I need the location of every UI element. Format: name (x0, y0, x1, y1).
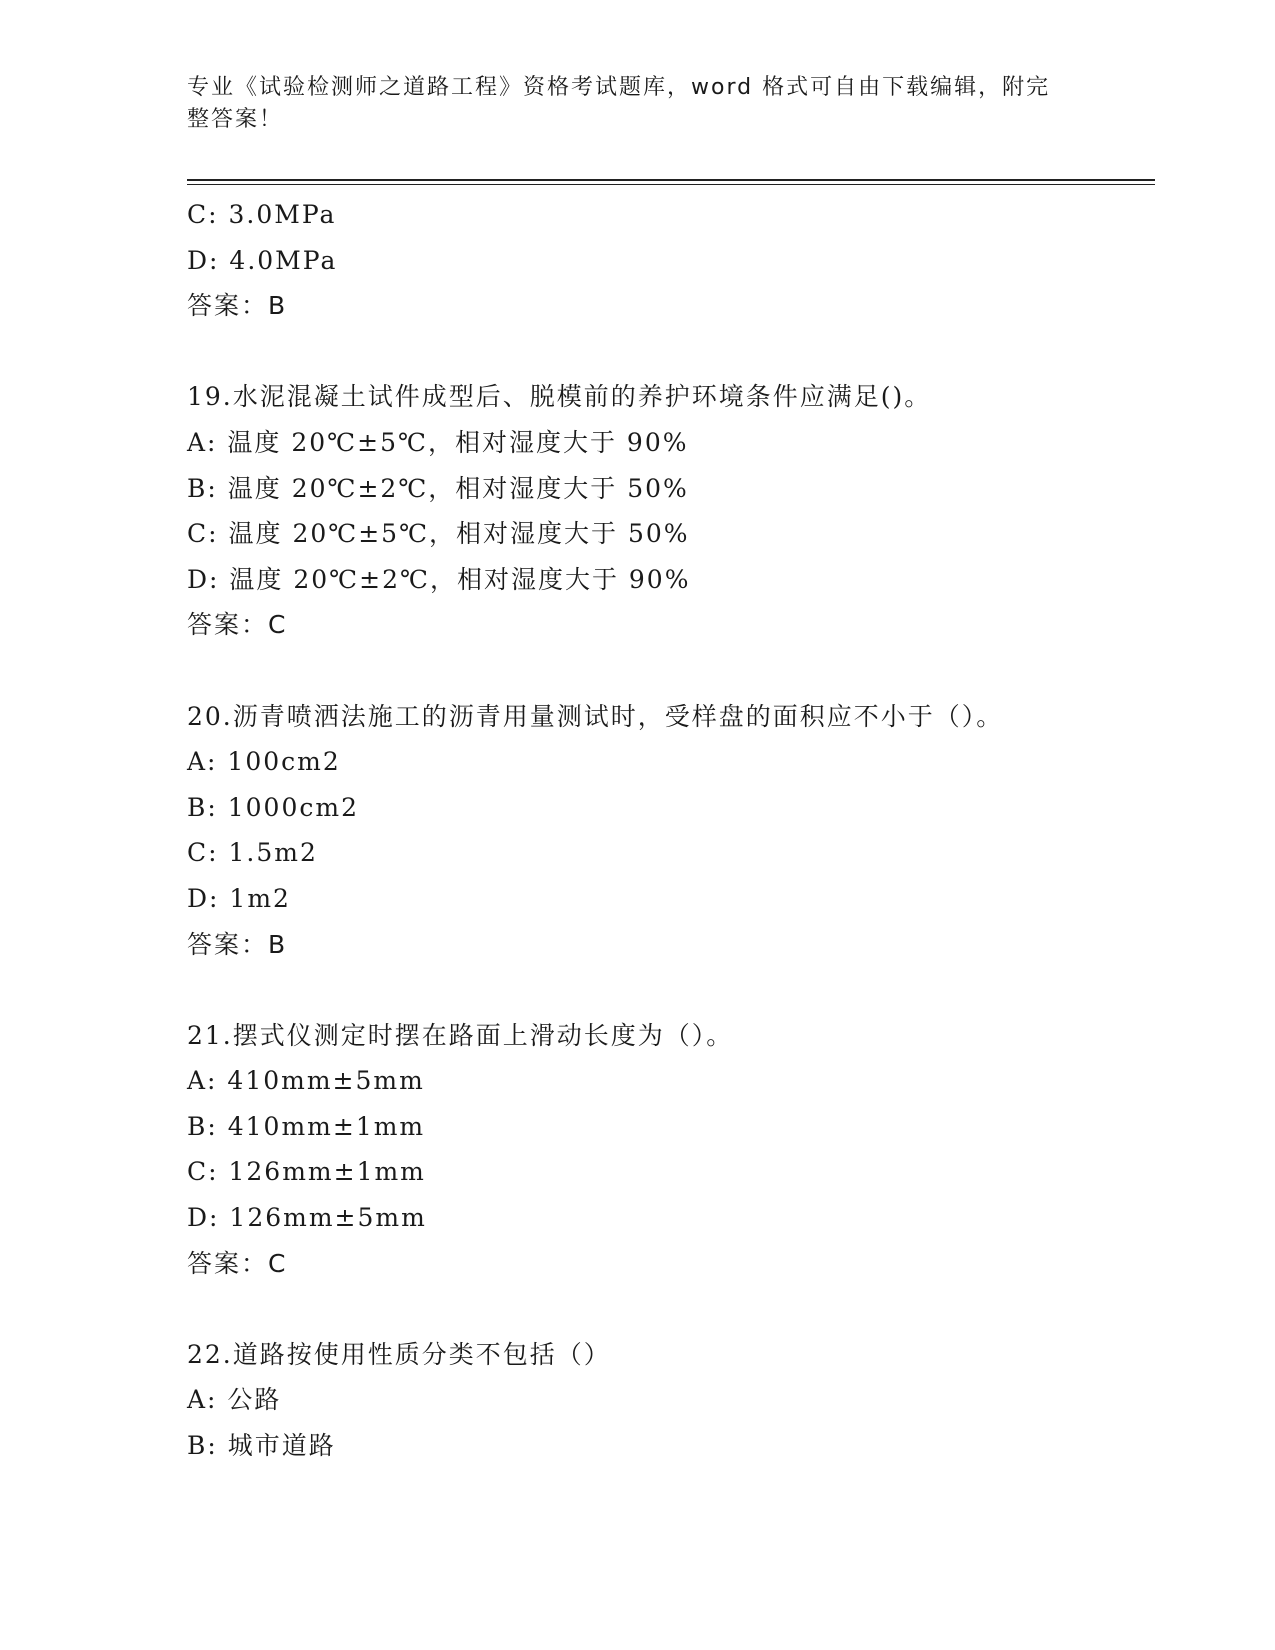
option-d: D: 1m2 (187, 883, 291, 913)
question-list (187, 192, 1155, 1469)
option-d: D: 126mm±5mm (187, 1203, 427, 1233)
option-d: D: 4.0MPa (187, 245, 338, 275)
option-d: D: 温度 20℃±2℃，相对湿度大于 90% (187, 564, 691, 594)
option-b: B: 温度 20℃±2℃，相对湿度大于 50% (187, 473, 689, 503)
option-c: C: 温度 20℃±5℃，相对湿度大于 50% (187, 519, 690, 549)
header-line-2: 整答案！ (187, 107, 284, 132)
header-divider-thick (187, 179, 1155, 181)
spacer (187, 967, 1155, 1013)
question-text: 19.水泥混凝土试件成型后、脱模前的养护环境条件应满足()。 (187, 382, 932, 412)
option-b: B: 1000cm2 (187, 792, 359, 822)
spacer (187, 648, 1155, 694)
option-c: C: 126mm±1mm (187, 1157, 426, 1187)
question-text: 20.沥青喷洒法施工的沥青用量测试时，受样盘的面积应不小于（）。 (187, 701, 1004, 731)
option-a: A: 410mm±5mm (187, 1066, 425, 1096)
option-c: C: 3.0MPa (187, 200, 337, 229)
option-a: A: 100cm2 (187, 747, 341, 777)
question-text: 22.道路按使用性质分类不包括（） (187, 1339, 611, 1369)
spacer (187, 1286, 1155, 1332)
option-b: B: 410mm±1mm (187, 1111, 426, 1141)
spacer (187, 329, 1155, 375)
answer-text: 答案：B (187, 291, 288, 321)
answer-text: 答案：C (187, 1248, 288, 1278)
option-b: B: 城市道路 (187, 1431, 336, 1461)
header-line-1: 专业《试验检测师之道路工程》资格考试题库，word 格式可自由下载编辑，附完 (187, 75, 1051, 100)
option-a: A: 温度 20℃±5℃，相对湿度大于 90% (187, 427, 689, 457)
answer-text: 答案：C (187, 610, 288, 640)
header-divider-thin (187, 184, 1155, 185)
answer-text: 答案：B (187, 929, 288, 959)
option-c: C: 1.5m2 (187, 838, 318, 868)
document-header (187, 72, 1077, 136)
question-text: 21.摆式仪测定时摆在路面上滑动长度为（）。 (187, 1020, 734, 1050)
option-a: A: 公路 (187, 1385, 282, 1415)
